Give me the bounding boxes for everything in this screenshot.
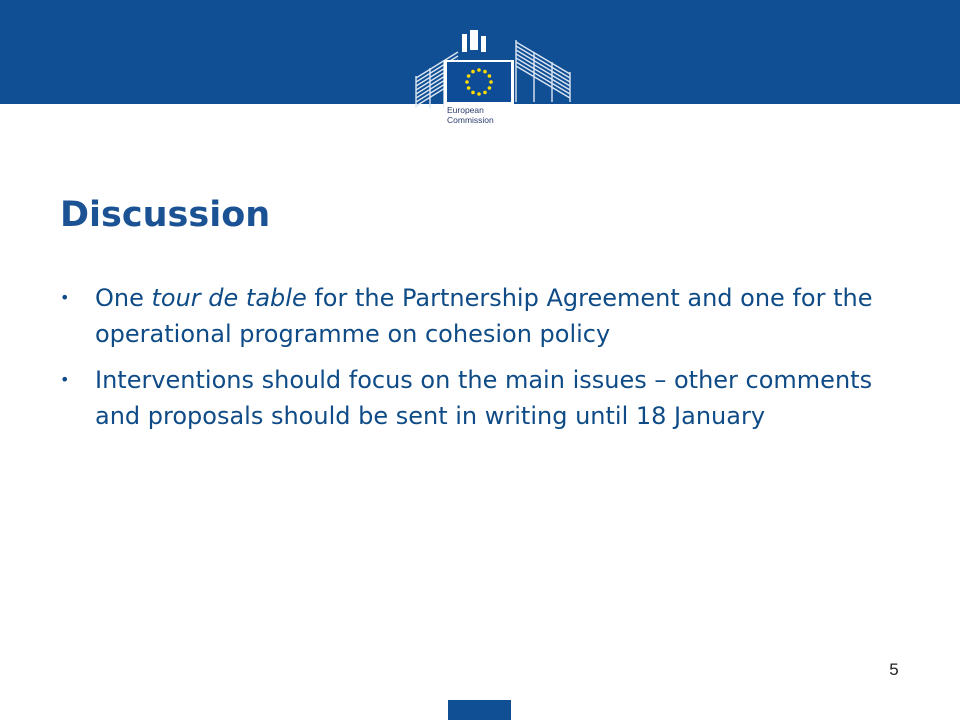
- bullet-text-pre: One: [95, 284, 152, 312]
- logo-text-line2: Commission: [447, 115, 494, 125]
- bullet-text: Interventions should focus on the main issues – other comments and proposals should be sent in writing until 18 January: [95, 366, 873, 430]
- bullet-text-emphasis: tour de table: [151, 284, 307, 312]
- bullet-item: [60, 280, 900, 352]
- logo-text-line1: European: [447, 105, 484, 115]
- bullet-marker: •: [60, 288, 70, 307]
- slide-title: Discussion: [60, 195, 271, 235]
- bullet-text-post: for the Partnership Agreement and one for the operational programme on cohesion policy: [95, 284, 873, 348]
- european-commission-logo: [412, 30, 582, 136]
- eu-flag: [447, 62, 511, 102]
- bullet-marker: •: [60, 370, 70, 389]
- footer-tab: [448, 700, 511, 720]
- logo-text: [447, 105, 513, 125]
- bullet-item: [60, 362, 900, 434]
- bullet-list: [60, 280, 900, 444]
- page-number: 5: [889, 660, 899, 679]
